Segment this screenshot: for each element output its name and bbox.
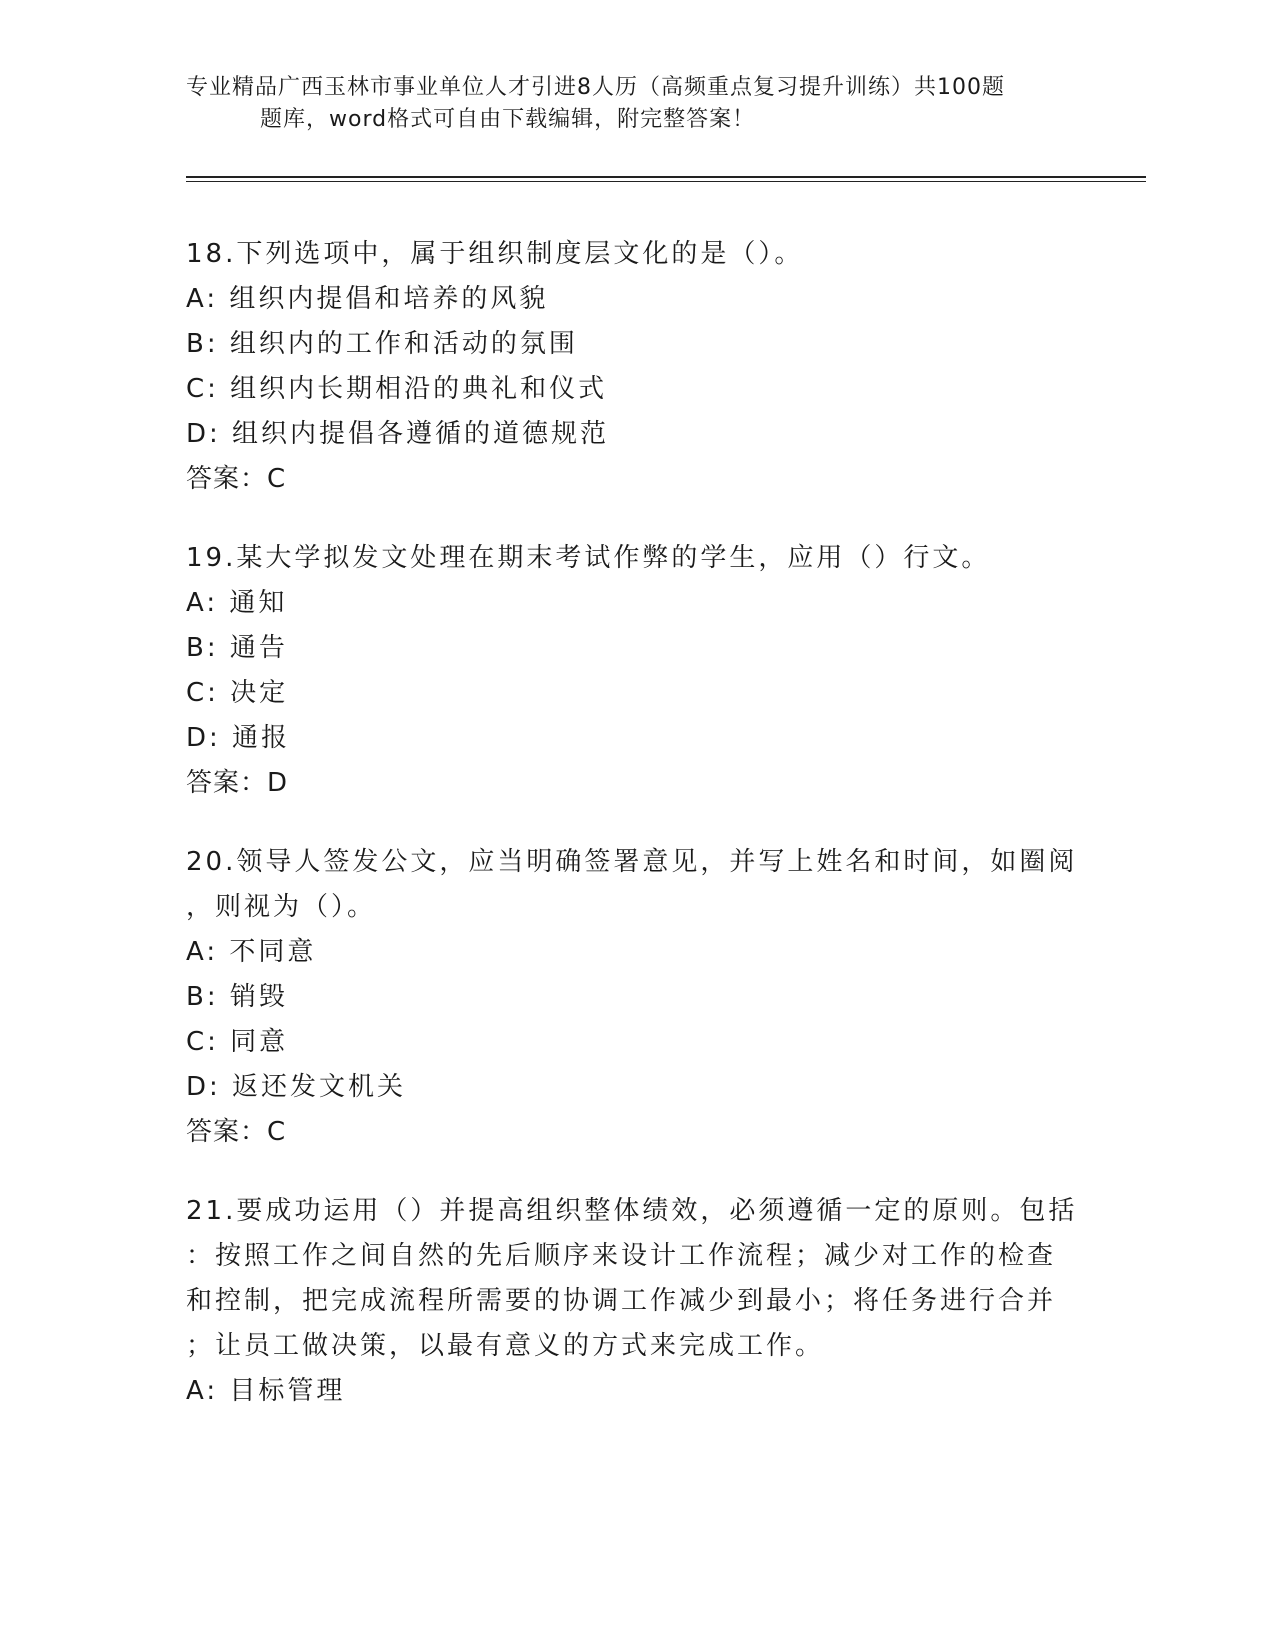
document-header bbox=[186, 72, 1086, 136]
header-line-2: 题库，word格式可自由下载编辑，附完整答案！ bbox=[260, 107, 756, 132]
header-line-1: 专业精品广西玉林市事业单位人才引进8人历（高频重点复习提升训练）共100题 bbox=[186, 75, 1005, 100]
answer: 答案：C bbox=[186, 1117, 287, 1147]
option-d: D: 返还发文机关 bbox=[186, 1072, 407, 1102]
question-20 bbox=[186, 840, 1086, 1155]
option-a: A: 不同意 bbox=[186, 937, 317, 967]
option-a: A: 目标管理 bbox=[186, 1376, 346, 1406]
option-d: D: 组织内提倡各遵循的道德规范 bbox=[186, 419, 610, 449]
question-stem-line-4: ；让员工做决策，以最有意义的方式来完成工作。 bbox=[186, 1331, 825, 1361]
option-c: C: 决定 bbox=[186, 678, 289, 708]
question-21 bbox=[186, 1189, 1086, 1414]
answer: 答案：D bbox=[186, 768, 289, 798]
option-c: C: 组织内长期相沿的典礼和仪式 bbox=[186, 374, 608, 404]
question-list bbox=[186, 232, 1086, 1448]
question-stem-line-1: 20.领导人签发公文，应当明确签署意见，并写上姓名和时间，如圈阅 bbox=[186, 847, 1078, 877]
option-b: B: 销毁 bbox=[186, 982, 288, 1012]
question-18 bbox=[186, 232, 1086, 502]
question-stem: 19.某大学拟发文处理在期末考试作弊的学生，应用（）行文。 bbox=[186, 543, 991, 573]
question-19 bbox=[186, 536, 1086, 806]
option-a: A: 组织内提倡和培养的风貌 bbox=[186, 284, 549, 314]
option-d: D: 通报 bbox=[186, 723, 291, 753]
header-divider-thin bbox=[186, 181, 1146, 182]
option-b: B: 通告 bbox=[186, 633, 288, 663]
option-a: A: 通知 bbox=[186, 588, 288, 618]
question-stem-line-3: 和控制，把完成流程所需要的协调工作减少到最小；将任务进行合并 bbox=[186, 1286, 1057, 1316]
option-c: C: 同意 bbox=[186, 1027, 289, 1057]
option-b: B: 组织内的工作和活动的氛围 bbox=[186, 329, 578, 359]
question-stem-line-2: ：按照工作之间自然的先后顺序来设计工作流程；减少对工作的检查 bbox=[186, 1241, 1057, 1271]
header-divider-thick bbox=[186, 176, 1146, 178]
question-stem-line-1: 21.要成功运用（）并提高组织整体绩效，必须遵循一定的原则。包括 bbox=[186, 1196, 1078, 1226]
question-stem: 18.下列选项中，属于组织制度层文化的是（）。 bbox=[186, 239, 804, 269]
answer: 答案：C bbox=[186, 464, 287, 494]
question-stem-line-2: ，则视为（）。 bbox=[186, 892, 377, 922]
